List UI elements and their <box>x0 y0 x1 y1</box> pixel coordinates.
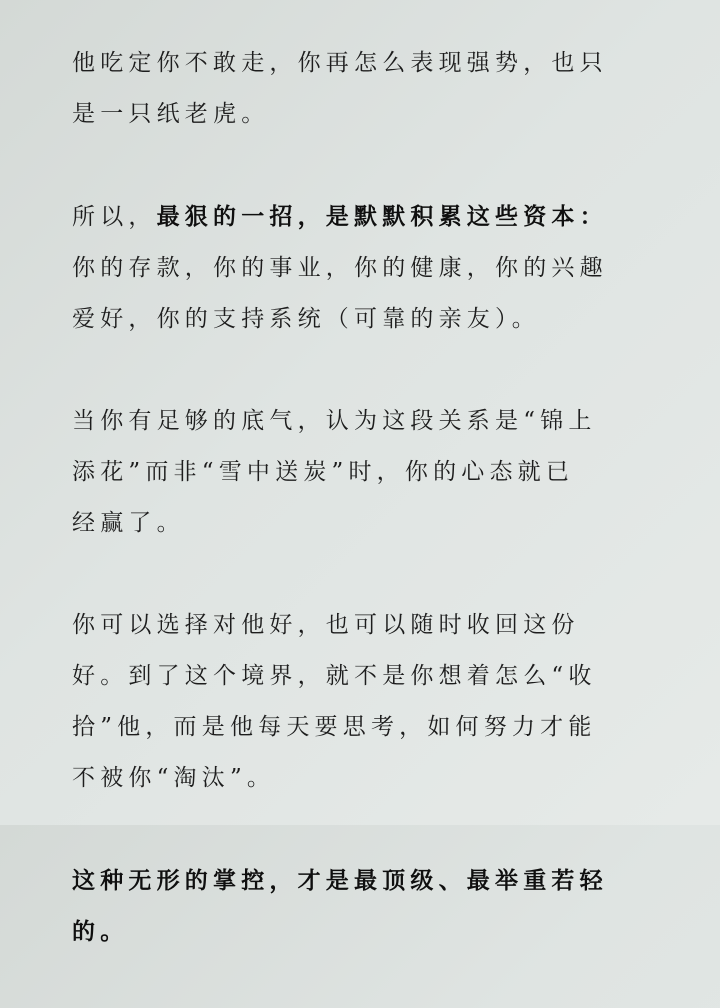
paragraph-line: 不被你“淘汰”。 <box>72 765 276 791</box>
paragraph-line: 他吃定你不敢走，你再怎么表现强势，也只 <box>72 50 608 76</box>
paragraph-line: 爱好，你的支持系统（可靠的亲友）。 <box>72 306 540 332</box>
paragraph-line <box>72 191 657 243</box>
paragraph-line: 你可以选择对他好，也可以随时收回这份 <box>72 612 580 638</box>
paragraph-4 <box>72 600 657 804</box>
paragraph-line: 好。到了这个境界，就不是你想着怎么“收 <box>72 663 597 689</box>
article-body <box>72 38 657 1008</box>
paragraph-2 <box>72 191 657 345</box>
paragraph-line: 经赢了。 <box>72 510 185 536</box>
paragraph-line: 的。 <box>72 918 129 945</box>
paragraph-5-conclusion <box>72 855 657 957</box>
paragraph-line: 你的存款，你的事业，你的健康，你的兴趣 <box>72 255 608 281</box>
bold-emphasis: 最狠的一招，是默默积累这些资本： <box>156 203 608 230</box>
paragraph-line: 添花”而非“雪中送炭”时，你的心态就已 <box>72 459 575 485</box>
paragraph-line: 当你有足够的底气，认为这段关系是“锦上 <box>72 408 597 434</box>
paragraph-line: 拾”他，而是他每天要思考，如何努力才能 <box>72 714 597 740</box>
paragraph-1 <box>72 38 657 140</box>
paragraph-line: 这种无形的掌控，才是最顶级、最举重若轻 <box>72 867 608 894</box>
plain-text: 所以， <box>72 204 157 230</box>
paragraph-3 <box>72 396 657 549</box>
paragraph-line: 是一只纸老虎。 <box>72 101 270 127</box>
